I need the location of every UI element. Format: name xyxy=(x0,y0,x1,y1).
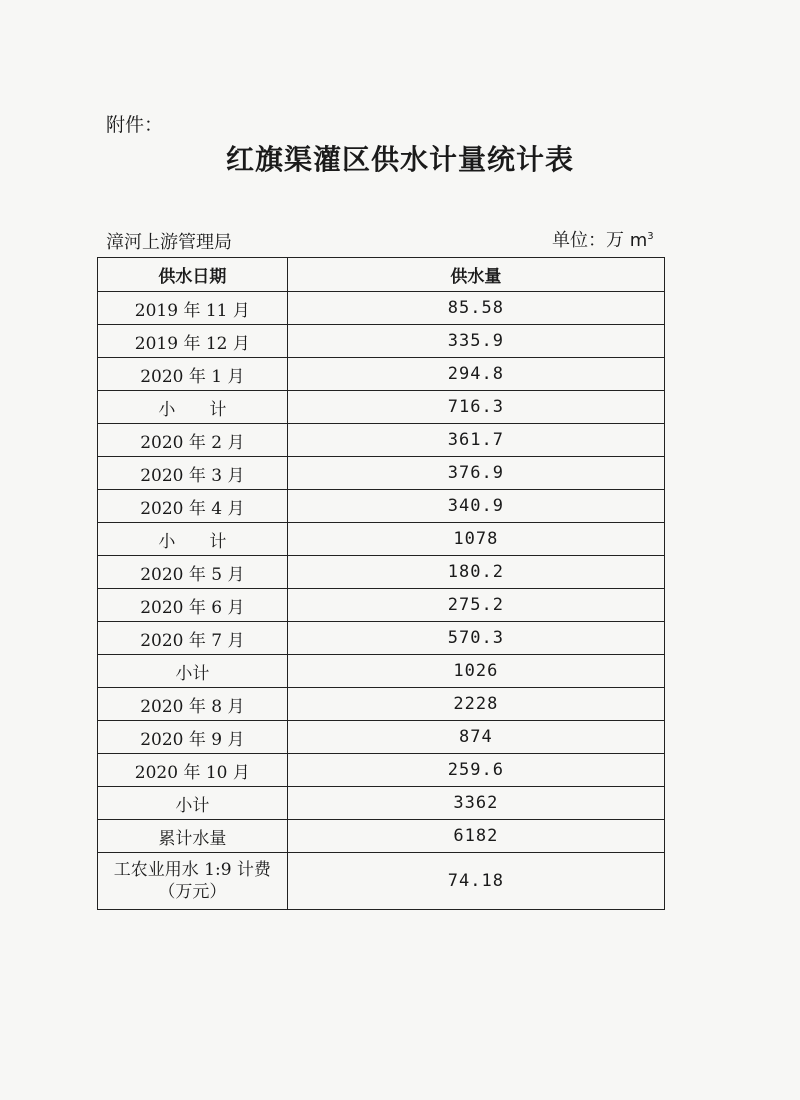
supply-date-cell: 2020 年 10 月 xyxy=(98,754,288,787)
table-row xyxy=(98,292,665,325)
supply-date-cell: 2020 年 2 月 xyxy=(98,424,288,457)
supply-amount-cell: 275.2 xyxy=(287,589,664,622)
fee-row xyxy=(98,853,665,910)
table-row xyxy=(98,523,665,556)
table-row xyxy=(98,457,665,490)
supply-amount-cell: 6182 xyxy=(287,820,664,853)
supply-amount-cell: 376.9 xyxy=(287,457,664,490)
fee-label-line1: 工农业用水 1:9 计费 xyxy=(113,860,271,880)
supply-date-cell: 2020 年 8 月 xyxy=(98,688,288,721)
supply-amount-cell: 3362 xyxy=(287,787,664,820)
supply-date-cell: 小 计 xyxy=(98,391,288,424)
table-row xyxy=(98,787,665,820)
header-supply-amount: 供水量 xyxy=(287,258,664,292)
table-row xyxy=(98,424,665,457)
table-header-row xyxy=(98,258,665,292)
table-row xyxy=(98,655,665,688)
supply-amount-cell: 180.2 xyxy=(287,556,664,589)
supply-amount-cell: 361.7 xyxy=(287,424,664,457)
table-row xyxy=(98,754,665,787)
supply-date-cell: 2020 年 1 月 xyxy=(98,358,288,391)
table-row xyxy=(98,721,665,754)
supply-date-cell: 小计 xyxy=(98,787,288,820)
supply-amount-cell: 2228 xyxy=(287,688,664,721)
attachment-label: 附件： xyxy=(106,114,164,136)
supply-amount-cell: 1078 xyxy=(287,523,664,556)
supply-amount-cell: 1026 xyxy=(287,655,664,688)
table-row xyxy=(98,325,665,358)
table-body xyxy=(98,292,665,910)
table-row xyxy=(98,820,665,853)
supply-date-cell: 2019 年 11 月 xyxy=(98,292,288,325)
unit-text: 单位：万 m xyxy=(552,230,648,251)
table-row xyxy=(98,358,665,391)
table-row xyxy=(98,391,665,424)
supply-date-cell: 2020 年 7 月 xyxy=(98,622,288,655)
supply-date-cell: 累计水量 xyxy=(98,820,288,853)
supply-date-cell: 小计 xyxy=(98,655,288,688)
table-row xyxy=(98,622,665,655)
supply-amount-cell: 294.8 xyxy=(287,358,664,391)
document-title: 红旗渠灌区供水计量统计表 xyxy=(225,143,574,176)
unit-label xyxy=(552,226,654,252)
supply-date-cell: 2020 年 5 月 xyxy=(98,556,288,589)
supply-amount-cell: 716.3 xyxy=(287,391,664,424)
header-supply-date: 供水日期 xyxy=(98,258,288,292)
supply-date-cell: 2020 年 4 月 xyxy=(98,490,288,523)
table-row xyxy=(98,556,665,589)
supply-amount-cell: 335.9 xyxy=(287,325,664,358)
supply-amount-cell: 85.58 xyxy=(287,292,664,325)
water-supply-table xyxy=(97,257,665,910)
table-row xyxy=(98,490,665,523)
table-row xyxy=(98,688,665,721)
supply-amount-cell: 340.9 xyxy=(287,490,664,523)
fee-amount-cell: 74.18 xyxy=(287,853,664,910)
supply-amount-cell: 570.3 xyxy=(287,622,664,655)
supply-date-cell: 2020 年 9 月 xyxy=(98,721,288,754)
supply-date-cell: 2019 年 12 月 xyxy=(98,325,288,358)
unit-superscript: 3 xyxy=(647,231,654,242)
supply-amount-cell: 259.6 xyxy=(287,754,664,787)
fee-label-cell xyxy=(98,853,288,910)
organization-name: 漳河上游管理局 xyxy=(106,232,232,253)
table-row xyxy=(98,589,665,622)
supply-date-cell: 2020 年 6 月 xyxy=(98,589,288,622)
supply-date-cell: 2020 年 3 月 xyxy=(98,457,288,490)
supply-date-cell: 小 计 xyxy=(98,523,288,556)
fee-label-line2: （万元） xyxy=(158,882,227,902)
supply-amount-cell: 874 xyxy=(287,721,664,754)
